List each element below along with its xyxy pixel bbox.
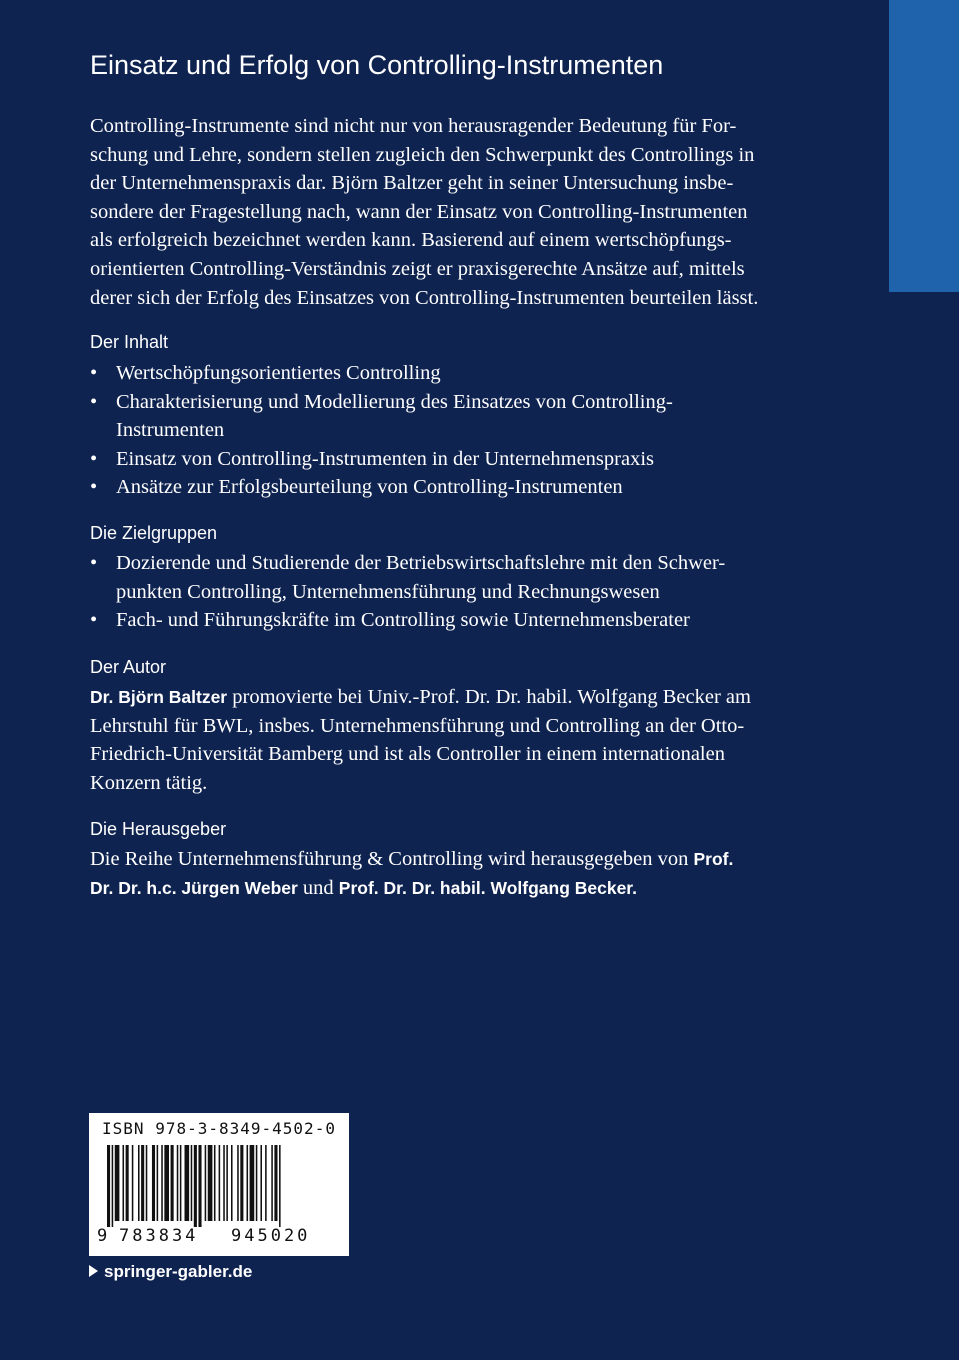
barcode-bar [164, 1145, 169, 1221]
section-heading-herausgeber: Die Herausgeber [90, 819, 227, 839]
list-item-text: punkten Controlling, Unternehmensführung und Rechnungswesen [116, 580, 660, 603]
barcode-bar [231, 1145, 233, 1221]
accent-bar [889, 0, 959, 292]
author-line [90, 683, 751, 712]
editors-text: Die Reihe Unternehmensführung & Controlling wird herausgegeben von [90, 848, 694, 870]
section-heading-autor: Der Autor [90, 657, 167, 677]
publisher-url-text[interactable]: springer-gabler.de [104, 1262, 253, 1281]
list-item-text: Fach- und Führungskräfte im Controlling sowie Unternehmensberater [116, 609, 690, 632]
barcode-bar [180, 1145, 182, 1221]
intro-line: derer sich der Erfolg des Einsatzes von Controlling-Instrumenten beurteilen lässt. [90, 286, 759, 309]
barcode-bar [226, 1145, 228, 1221]
barcode-bar [191, 1145, 193, 1221]
barcode-bar [157, 1145, 159, 1221]
barcode-bar [107, 1145, 110, 1227]
editors-line [90, 874, 733, 903]
list-item-text: Dozierende und Studierende der Betriebswirtschaftslehre mit den Schwer- [116, 552, 726, 574]
barcode-bar [112, 1145, 114, 1227]
ean-group-right: 945020 [231, 1226, 311, 1246]
editors-paragraph [90, 845, 733, 902]
intro-paragraph [90, 112, 758, 312]
intro-line: als erfolgreich bezeichnet werden kann. Basierend auf einem wertschöpfungs- [90, 229, 732, 252]
barcode-bar [194, 1145, 197, 1227]
barcode-bar [132, 1145, 134, 1221]
editor-name: Dr. Dr. h.c. Jürgen Weber [90, 877, 298, 898]
isbn-barcode [89, 1113, 349, 1256]
author-line: Konzern tätig. [90, 771, 208, 794]
barcode-bar [260, 1145, 262, 1221]
barcode-bar [171, 1145, 174, 1221]
barcode-bar [123, 1145, 125, 1221]
author-line-rest: promovierte bei Univ.-Prof. Dr. Dr. habil. Wolfgang Becker am [227, 686, 751, 708]
intro-line: sondere der Fragestellung nach, wann der Einsatz von Controlling-Instrumenten [90, 200, 748, 223]
ean-first-digit: 9 [97, 1226, 108, 1246]
book-title: Einsatz und Erfolg von Controlling-Instrumenten [90, 50, 664, 80]
editors-text: und [297, 876, 339, 899]
barcode-bar [223, 1145, 225, 1221]
barcode-bar [240, 1145, 243, 1221]
barcode-bar [271, 1145, 273, 1221]
bullet: • [90, 390, 98, 413]
barcode-bar [274, 1145, 277, 1221]
intro-line: schung und Lehre, sondern stellen zugleich den Schwerpunkt des Controllings in [90, 143, 755, 166]
bullet: • [90, 447, 98, 470]
editor-name-part: Prof. [693, 849, 734, 869]
author-name: Dr. Björn Baltzer [90, 687, 228, 707]
barcode-bar [279, 1145, 281, 1227]
list-item [90, 388, 810, 445]
isbn-number: ISBN 978-3-8349-4502-0 [102, 1119, 336, 1138]
barcode-bar [138, 1145, 140, 1221]
bullet: • [90, 609, 98, 632]
barcode-bar [177, 1145, 179, 1221]
list-item [90, 549, 810, 606]
author-paragraph [90, 683, 751, 797]
intro-line: der Unternehmenspraxis dar. Björn Baltzer geht in seiner Untersuchung insbe- [90, 172, 734, 195]
barcode-bar [205, 1145, 207, 1221]
barcode-bar [214, 1145, 216, 1221]
list-item-text: Instrumenten [116, 419, 225, 442]
zielgruppen-list [90, 549, 810, 635]
barcode-bar [247, 1145, 249, 1221]
barcode-bar [126, 1145, 129, 1221]
bullet: • [90, 476, 98, 499]
barcode-bar [256, 1145, 258, 1221]
bullet: • [90, 552, 98, 574]
editor-name: Prof. Dr. Dr. habil. Wolfgang Becker. [338, 877, 638, 898]
inhalt-list [90, 359, 810, 502]
barcode-bar [265, 1145, 267, 1221]
barcode-bar [161, 1145, 163, 1221]
barcode-bar [141, 1145, 144, 1221]
list-item-text: Ansätze zur Erfolgsbeurteilung von Controlling-Instrumenten [116, 476, 623, 499]
list-item [90, 606, 810, 635]
list-item-text: Einsatz von Controlling-Instrumenten in der Unternehmenspraxis [116, 447, 655, 470]
author-line: Lehrstuhl für BWL, insbes. Unternehmensführung und Controlling an der Otto- [90, 714, 745, 737]
barcode-bar [146, 1145, 148, 1221]
barcode-bar [115, 1145, 120, 1221]
list-item-text: Charakterisierung und Modellierung des Einsatzes von Controlling- [116, 390, 673, 413]
list-item [90, 473, 810, 502]
intro-line: orientierten Controlling-Verständnis zeigt er praxisgerechte Ansätze auf, mittels [90, 257, 745, 280]
intro-line: Controlling-Instrumente sind nicht nur von herausragender Bedeutung für For- [90, 115, 737, 137]
barcode-bar [185, 1145, 190, 1221]
section-heading-zielgruppen: Die Zielgruppen [90, 523, 218, 543]
list-item [90, 445, 810, 474]
section-heading-inhalt: Der Inhalt [90, 332, 169, 352]
editors-line [90, 845, 733, 874]
barcode-bar [198, 1145, 201, 1227]
barcode-bar [208, 1145, 213, 1221]
publisher-url[interactable] [89, 1262, 252, 1282]
arrow-right-icon [89, 1265, 98, 1277]
author-line: Friedrich-Universität Bamberg und ist als Controller in einem internationalen [90, 743, 725, 766]
barcode-bar [152, 1145, 155, 1221]
list-item [90, 359, 810, 388]
barcode-bars [107, 1145, 331, 1227]
barcode-bar [219, 1145, 221, 1221]
barcode-bar [250, 1145, 255, 1221]
ean-group-left: 783834 [119, 1226, 199, 1246]
list-item-text: Wertschöpfungsorientiertes Controlling [116, 362, 441, 384]
barcode-bar [237, 1145, 239, 1221]
bullet: • [90, 362, 98, 384]
